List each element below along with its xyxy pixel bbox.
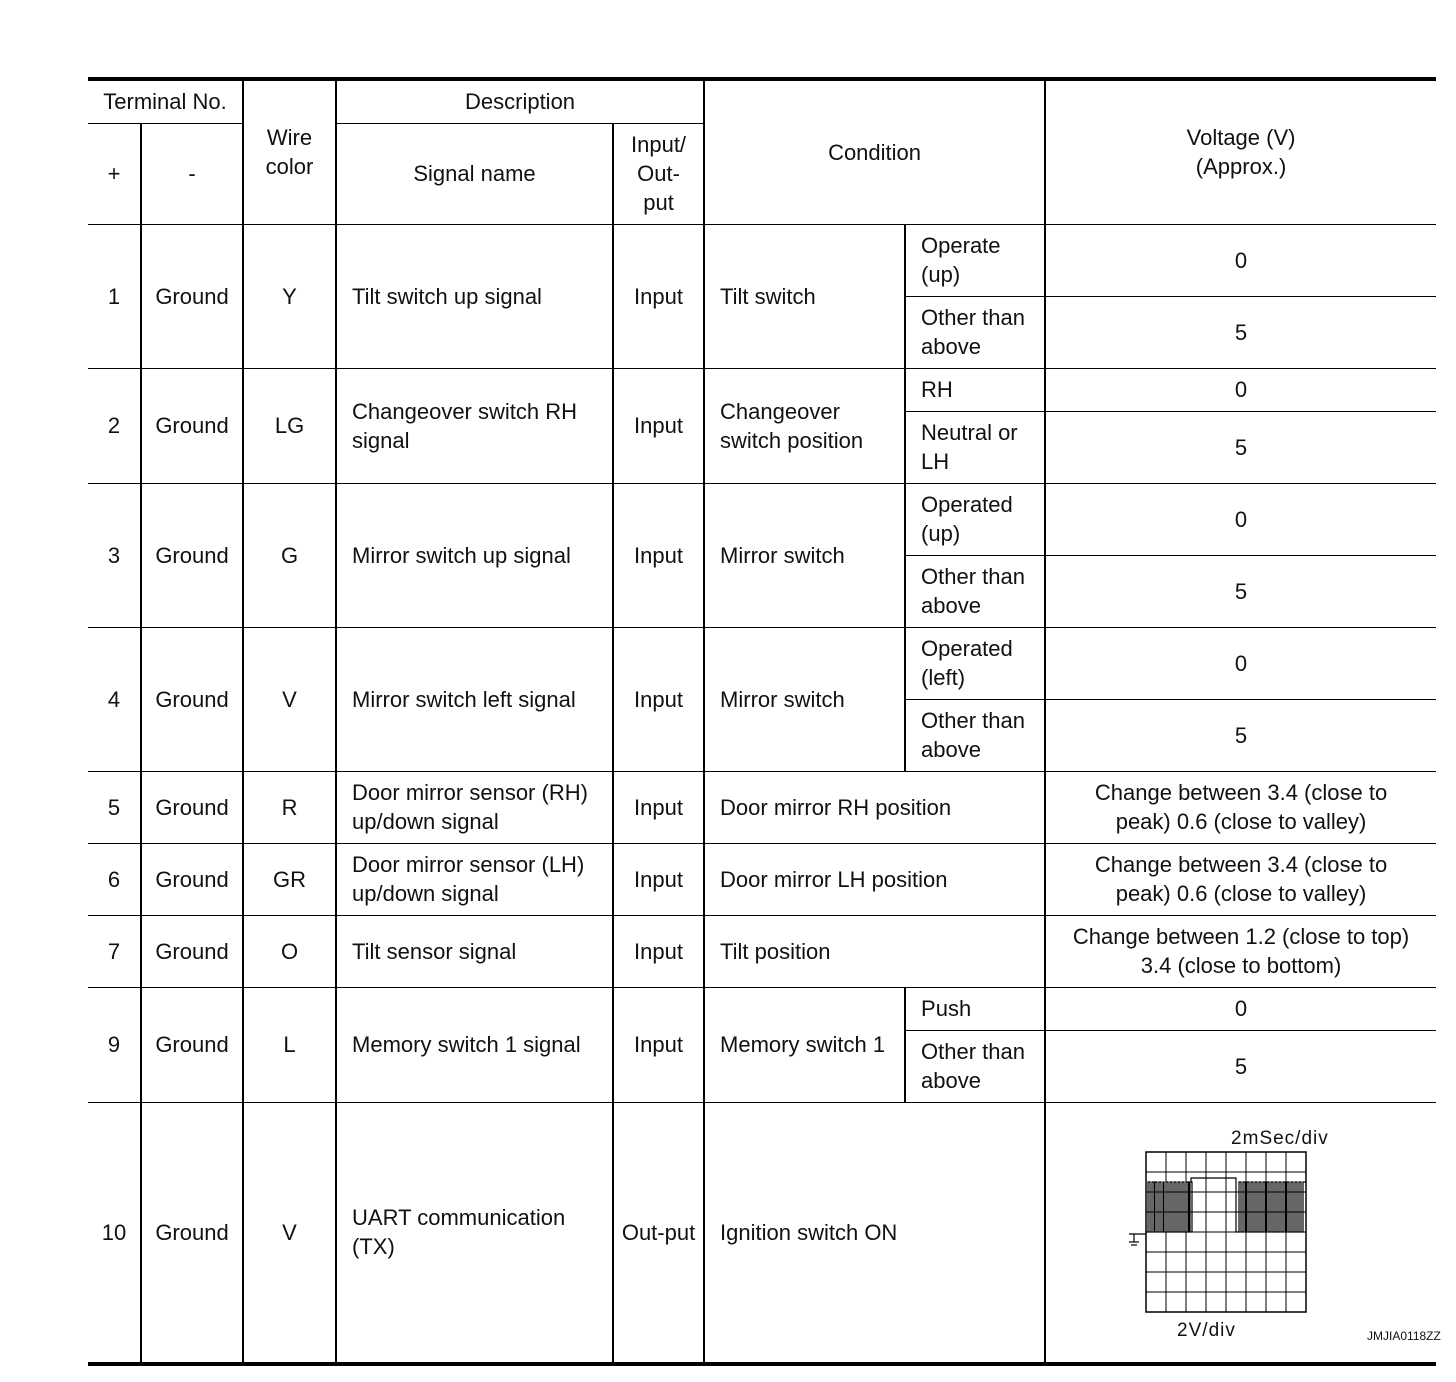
condition-state: Push (905, 987, 1045, 1030)
condition: Tilt position (704, 915, 1045, 987)
voltage-waveform-cell (1045, 1102, 1441, 1364)
header-wire-color: Wire color (243, 79, 336, 224)
condition: Door mirror RH position (704, 771, 1045, 843)
terminal-plus: 4 (88, 627, 141, 771)
voltage-value: Change between 3.4 (close to peak) 0.6 (close to valley) (1045, 843, 1436, 915)
voltage-value: 5 (1045, 411, 1436, 483)
voltage-value: 0 (1045, 627, 1436, 699)
terminal-minus: Ground (141, 483, 243, 627)
terminal-plus: 9 (88, 987, 141, 1102)
signal-name: Memory switch 1 signal (336, 987, 613, 1102)
header-plus: + (88, 123, 141, 224)
waveform-graph (1091, 1122, 1391, 1342)
header-terminal-no: Terminal No. (88, 79, 243, 123)
terminal-plus: 7 (88, 915, 141, 987)
signal-name: Changeover switch RH signal (336, 368, 613, 483)
terminal-minus: Ground (141, 1102, 243, 1364)
header-condition: Condition (704, 79, 1045, 224)
wire-color: V (243, 1102, 336, 1364)
terminal-minus: Ground (141, 987, 243, 1102)
wire-color: LG (243, 368, 336, 483)
io-type: Out-put (613, 1102, 704, 1364)
voltage-value: 0 (1045, 368, 1436, 411)
terminal-spec-table (88, 77, 1441, 1366)
condition-state: Other than above (905, 555, 1045, 627)
wire-color: O (243, 915, 336, 987)
wire-color: G (243, 483, 336, 627)
voltage-value: 5 (1045, 296, 1436, 368)
io-type: Input (613, 224, 704, 368)
condition-state: Operated (up) (905, 483, 1045, 555)
header-voltage: Voltage (V) (Approx.) (1045, 79, 1436, 224)
header-description: Description (336, 79, 704, 123)
io-type: Input (613, 483, 704, 627)
voltage-value: 5 (1045, 699, 1436, 771)
ground-symbol (1129, 1234, 1146, 1245)
condition: Ignition switch ON (704, 1102, 1045, 1364)
condition: Changeover switch position (704, 368, 905, 483)
condition-state: Other than above (905, 296, 1045, 368)
wire-color: GR (243, 843, 336, 915)
condition: Mirror switch (704, 483, 905, 627)
io-type: Input (613, 368, 704, 483)
io-type: Input (613, 915, 704, 987)
signal-name: Tilt sensor signal (336, 915, 613, 987)
condition-state: Other than above (905, 1030, 1045, 1102)
voltage-value: Change between 1.2 (close to top) 3.4 (close to bottom) (1045, 915, 1436, 987)
signal-name: Door mirror sensor (LH) up/down signal (336, 843, 613, 915)
signal-name: Mirror switch up signal (336, 483, 613, 627)
figure-reference-code: JMJIA0118ZZ (1367, 1329, 1441, 1344)
terminal-minus: Ground (141, 368, 243, 483)
condition-state: Operated (left) (905, 627, 1045, 699)
terminal-minus: Ground (141, 224, 243, 368)
terminal-minus: Ground (141, 843, 243, 915)
signal-name: Tilt switch up signal (336, 224, 613, 368)
voltage-value: 0 (1045, 224, 1436, 296)
wire-color: V (243, 627, 336, 771)
terminal-plus: 6 (88, 843, 141, 915)
condition: Mirror switch (704, 627, 905, 771)
header-minus: - (141, 123, 243, 224)
condition: Door mirror LH position (704, 843, 1045, 915)
terminal-minus: Ground (141, 915, 243, 987)
signal-name: Mirror switch left signal (336, 627, 613, 771)
terminal-plus: 3 (88, 483, 141, 627)
io-type: Input (613, 627, 704, 771)
voltage-value: 0 (1045, 483, 1436, 555)
condition: Tilt switch (704, 224, 905, 368)
signal-name: UART communication (TX) (336, 1102, 613, 1364)
io-type: Input (613, 771, 704, 843)
volt-scale-label: 2V/div (1177, 1320, 1236, 1342)
terminal-plus: 2 (88, 368, 141, 483)
voltage-value: 0 (1045, 987, 1436, 1030)
io-type: Input (613, 987, 704, 1102)
voltage-value: Change between 3.4 (close to peak) 0.6 (close to valley) (1045, 771, 1436, 843)
header-signal-name: Signal name (336, 123, 613, 224)
signal-name: Door mirror sensor (RH) up/down signal (336, 771, 613, 843)
condition: Memory switch 1 (704, 987, 905, 1102)
terminal-plus: 1 (88, 224, 141, 368)
terminal-plus: 10 (88, 1102, 141, 1364)
terminal-minus: Ground (141, 627, 243, 771)
wire-color: R (243, 771, 336, 843)
condition-state: RH (905, 368, 1045, 411)
voltage-value: 5 (1045, 1030, 1436, 1102)
condition-state: Other than above (905, 699, 1045, 771)
wire-color: Y (243, 224, 336, 368)
time-scale-label: 2mSec/div (1231, 1128, 1329, 1150)
condition-state: Neutral or LH (905, 411, 1045, 483)
oscilloscope-waveform (1091, 1122, 1441, 1344)
terminal-plus: 5 (88, 771, 141, 843)
condition-state: Operate (up) (905, 224, 1045, 296)
io-type: Input (613, 843, 704, 915)
wire-color: L (243, 987, 336, 1102)
voltage-value: 5 (1045, 555, 1436, 627)
terminal-minus: Ground (141, 771, 243, 843)
header-input-output: Input/ Out-put (613, 123, 704, 224)
